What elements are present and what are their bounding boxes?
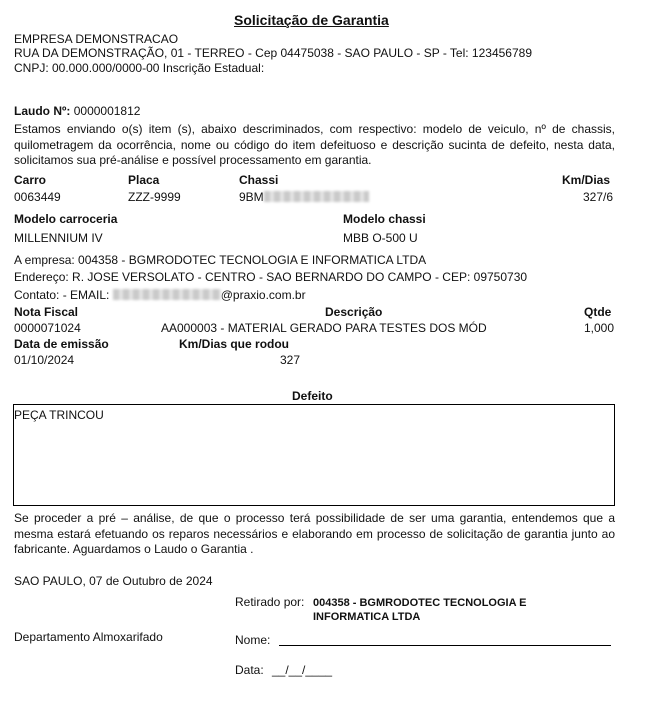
contato-suffix: @praxio.com.br <box>220 288 306 302</box>
km-label: Km/Dias <box>562 173 611 187</box>
carro-value: 0063449 <box>14 190 61 204</box>
desc-label: Descrição <box>325 305 383 319</box>
data-label: Data: <box>235 663 264 677</box>
laudo-number: 0000001812 <box>73 104 141 118</box>
km-value: 327/6 <box>583 190 614 204</box>
qtde-value: 1,000 <box>584 321 615 335</box>
redacted-email <box>113 289 221 300</box>
km-rodou-value: 327 <box>280 353 301 367</box>
empresa-line: A empresa: 004358 - BGMRODOTEC TECNOLOGIA E INFORMATICA LTDA <box>14 253 427 267</box>
company-address: RUA DA DEMONSTRAÇÃO, 01 - TERREO - Cep 04475038 - SAO PAULO - SP - Tel: 123456789 <box>14 46 532 60</box>
defeito-box <box>13 404 615 506</box>
qtde-label: Qtde <box>584 305 612 319</box>
redacted-chassi <box>264 191 369 202</box>
chassi-label: Chassi <box>239 173 279 187</box>
company-cnpj: CNPJ: 00.000.000/0000-00 Inscrição Estadual: <box>14 61 265 75</box>
chassi-value: 9BM <box>239 190 264 204</box>
km-rodou-label: Km/Dias que rodou <box>179 337 290 351</box>
desc-value: AA000003 - MATERIAL GERADO PARA TESTES DOS MÓD <box>161 321 487 335</box>
place-date: SAO PAULO, 07 de Outubro de 2024 <box>14 574 213 588</box>
modelo-chassi-label: Modelo chassi <box>343 212 426 226</box>
retirado-label: Retirado por: <box>235 595 305 609</box>
contato-line <box>14 288 306 302</box>
nf-label: Nota Fiscal <box>14 305 79 319</box>
emissao-value: 01/10/2024 <box>14 353 75 367</box>
company-name: EMPRESA DEMONSTRACAO <box>14 32 179 46</box>
defeito-label: Defeito <box>292 389 333 403</box>
modelo-carroceria-label: Modelo carroceria <box>14 212 118 226</box>
document-title: Solicitação de Garantia <box>234 12 389 28</box>
placa-value: ZZZ-9999 <box>128 190 181 204</box>
data-blank: __/__/____ <box>272 663 333 677</box>
contato-prefix: Contato: - EMAIL: <box>14 288 110 302</box>
emissao-label: Data de emissão <box>14 337 109 351</box>
endereco-line: Endereço: R. JOSE VERSOLATO - CENTRO - SAO BERNARDO DO CAMPO - CEP: 09750730 <box>14 270 528 284</box>
chassi-row <box>239 190 369 204</box>
retirado-line2: INFORMATICA LTDA <box>313 611 421 623</box>
laudo-row <box>14 104 140 118</box>
placa-label: Placa <box>128 173 160 187</box>
closing-paragraph: Se proceder a pré – análise, de que o processo terá possibilidade de ser uma garantia, entendemos que a mesma estará efetuando os reparos necessários e elaborando em processo de solicitação de garantia junto ao fabricante. Aguardamos o Laudo o Garantia . <box>14 511 615 556</box>
nome-signature-line <box>279 645 611 646</box>
retirado-line1: 004358 - BGMRODOTEC TECNOLOGIA E <box>313 597 527 609</box>
modelo-chassi-value: MBB O-500 U <box>343 231 418 245</box>
laudo-label: Laudo Nº: <box>14 104 71 118</box>
department: Departamento Almoxarifado <box>14 630 163 644</box>
intro-paragraph: Estamos enviando o(s) item (s), abaixo descriminados, com respectivo: modelo de veiculo, nº de chassis, quilometragem da ocorrência, nome ou código do item defeituoso e descrição sucinta de defeito, nesta data, solicitamos sua pré-análise e possível processamento em garantia. <box>14 122 615 167</box>
carro-label: Carro <box>14 173 47 187</box>
nf-value: 0000071024 <box>14 321 81 335</box>
nome-label: Nome: <box>235 633 271 647</box>
modelo-carroceria-value: MILLENNIUM IV <box>14 231 103 245</box>
defeito-text: PEÇA TRINCOU <box>14 408 104 422</box>
